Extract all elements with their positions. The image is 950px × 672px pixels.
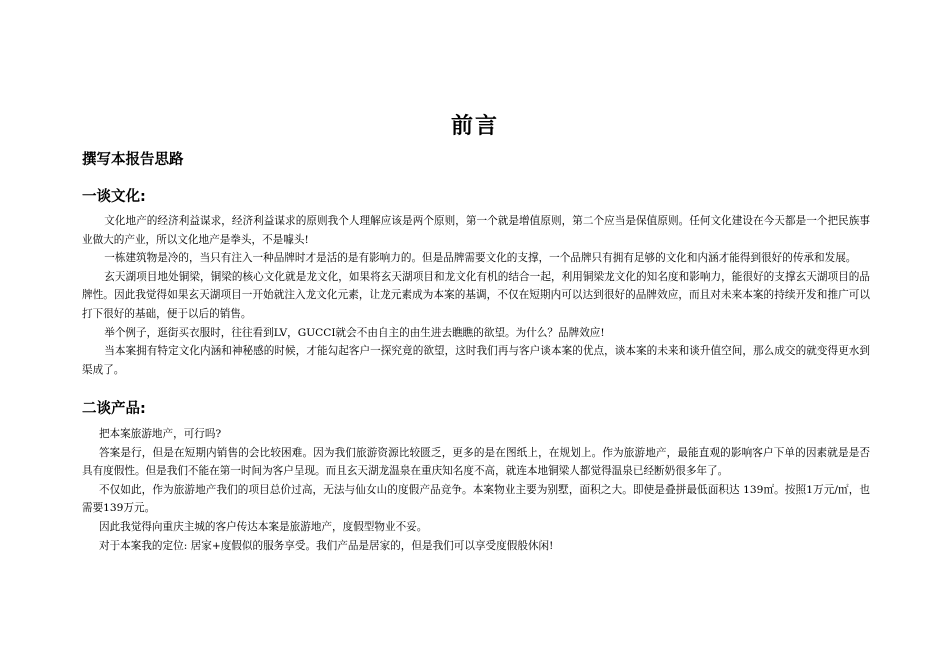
page-title: 前言 [450, 114, 499, 139]
section-heading-product: 二谈产品: [82, 401, 146, 417]
section-body-product [82, 425, 870, 555]
paragraph: 举个例子，逛街买衣服时，往往看到LV，GUCCI就会不由自主的由生进去瞧瞧的欲望。为什么？品牌效应! [104, 326, 605, 339]
paragraph: 不仅如此，作为旅游地产我们的项目总价过高，无法与仙女山的度假产品竞争。本案物业主要为别墅，面积之大。即使是叠拼最低面积达 139㎡。按照1万元/㎡，也需要139万元。 [82, 483, 870, 515]
paragraph: 一栋建筑物是冷的，当只有注入一种品牌时才是活的是有影响力的。但是品牌需要文化的支撑，一个品牌只有拥有足够的文化和内涵才能得到很好的传承和发展。 [104, 252, 857, 265]
paragraph: 文化地产的经济利益谋求，经济利益谋求的原则我个人理解应该是两个原则，第一个就是增值原则，第二个应当是保值原则。任何文化建设在今天都是一个把民族事业做大的产业，所以文化地产是拳头，不是噱头! [82, 215, 870, 246]
paragraph: 对于本案我的定位: 居家+度假似的服务享受。我们产品是居家的，但是我们可以享受度假般休闲! [98, 539, 554, 552]
paragraph: 把本案旅游地产，可行吗? [98, 428, 222, 440]
report-subtitle: 撰写本报告思路 [82, 152, 184, 168]
paragraph: 因此我觉得向重庆主城的客户传达本案是旅游地产，度假型物业不妥。 [98, 520, 428, 533]
section-heading-culture: 一谈文化: [82, 189, 146, 205]
paragraph: 当本案拥有特定文化内涵和神秘感的时候，才能勾起客户一探究竟的欲望，这时我们再与客户谈本案的优点，谈本案的未来和谈升值空间，那么成交的就变得更水到渠成了。 [82, 345, 870, 376]
section-body-culture [82, 212, 870, 379]
paragraph: 玄天湖项目地处铜梁，铜梁的核心文化就是龙文化，如果将玄天湖项目和龙文化有机的结合一起，利用铜梁龙文化的知名度和影响力，能很好的支撑玄天湖项目的品牌性。因此我觉得如果玄天湖项目一开始就注入龙文化元素，让龙元素成为本案的基调，不仅在短期内可以达到很好的品牌效应，而且对未来本案的持续开发和推广可以打下很好的基础，便于以后的销售。 [82, 270, 870, 320]
paragraph: 答案是行，但是在短期内销售的会比较困难。因为我们旅游资源比较匮乏，更多的是在图纸上，在规划上。作为旅游地产，最能直观的影响客户下单的因素就是是否具有度假性。但是我们不能在第一时间为客户呈现。而且玄天湖龙温泉在重庆知名度不高，就连本地铜梁人都觉得温泉已经断奶很多年了。 [82, 446, 870, 478]
